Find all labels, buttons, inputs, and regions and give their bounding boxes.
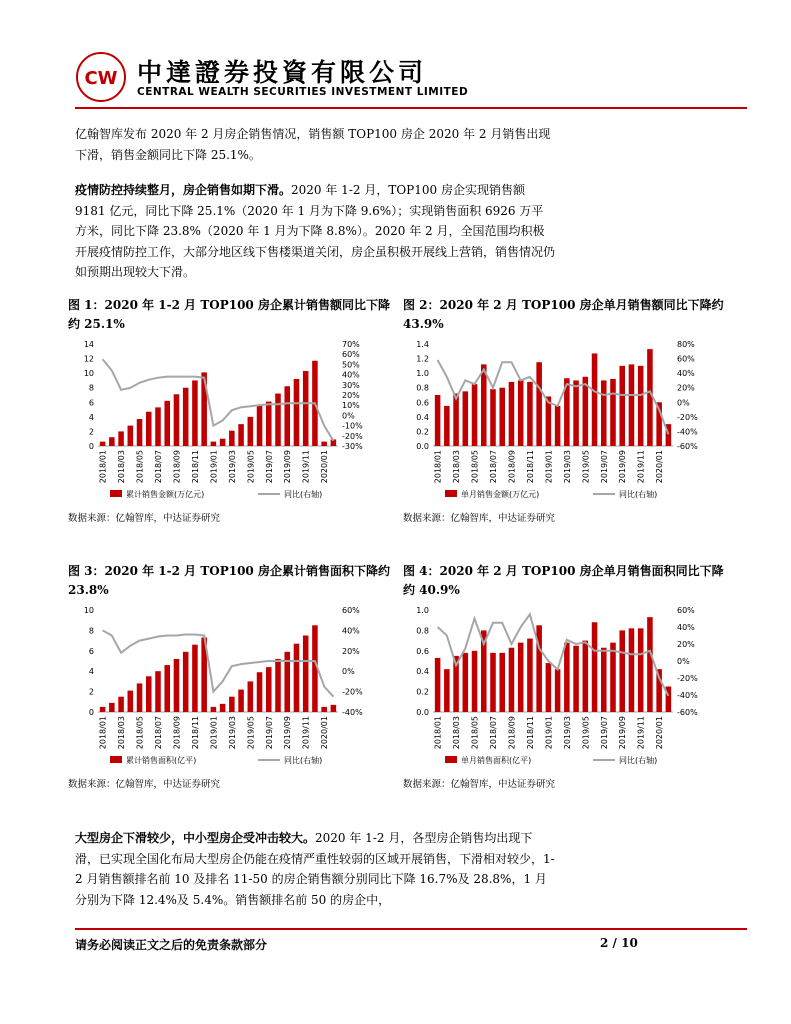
logo-text: CW [84, 68, 118, 89]
bar [509, 648, 515, 712]
bar [321, 442, 327, 446]
x-tick-label: 2018/01 [433, 450, 443, 484]
y-right-tick-label: 20% [677, 640, 695, 649]
y-left-tick-label: 8 [88, 626, 94, 636]
y-right-tick-label: 0% [342, 411, 355, 421]
bar [647, 349, 653, 446]
bar [555, 406, 561, 446]
y-right-tick-label: -40% [342, 708, 363, 717]
x-tick-label: 2018/07 [489, 716, 498, 750]
bar [546, 663, 552, 712]
bar [155, 671, 161, 712]
y-left-tick-label: 0.8 [416, 626, 429, 636]
bar [248, 681, 254, 712]
bar [583, 377, 589, 446]
x-tick-label: 2018/03 [117, 716, 127, 750]
x-tick-label: 2019/07 [599, 450, 609, 484]
bar [629, 364, 635, 446]
x-tick-label: 2020/01 [655, 450, 665, 484]
y-left-tick-label: 0.0 [416, 708, 429, 717]
bar [610, 643, 616, 712]
paragraph-overview-heading: 疫情防控持续整月，房企销售如期下滑。 [75, 183, 292, 197]
y-left-tick-label: 1.2 [416, 354, 429, 364]
x-tick-label: 2019/07 [264, 450, 274, 484]
paragraph-overview-text: 2020 年 1-2 月，TOP100 房企实现销售额 9181 亿元，同比下降 25.1%（2020 年 1 月为下降 9.6%）；实现销售面积 6926 万平方米，同比下降 23.8%（2020 年 1 月为下降 8.8%）。2020 年 2 月，全国范围均积极开展疫情防控工作，大部分地区线下售楼渠道关闭，房企虽积极开展线上营销，销售情况仍如预期出现较大下滑。 [75, 183, 556, 279]
y-left-tick-label: 10 [83, 606, 94, 615]
y-right-tick-label: -10% [342, 421, 363, 431]
bar [490, 389, 496, 446]
figure-1-title: 图 1：2020 年 1-2 月 TOP100 房企累计销售额同比下降约 25.1% [68, 298, 390, 331]
x-tick-label: 2019/05 [581, 716, 591, 750]
x-tick-label: 2019/01 [544, 450, 554, 484]
x-tick-label: 2019/11 [636, 716, 646, 750]
bar [435, 658, 441, 712]
bar [211, 707, 217, 712]
bar [192, 645, 198, 712]
y-right-tick-label: 50% [342, 360, 360, 370]
bar [284, 386, 290, 446]
x-tick-label: 2018/11 [525, 450, 535, 484]
y-right-tick-label: 20% [342, 646, 360, 656]
bar [472, 651, 478, 712]
y-left-tick-label: 14 [83, 340, 94, 349]
x-tick-label: 2018/01 [98, 450, 108, 484]
bar [118, 697, 124, 712]
bar [601, 648, 607, 712]
x-tick-label: 2018/05 [135, 450, 145, 484]
x-tick-label: 2019/09 [618, 450, 628, 484]
x-tick-label: 2018/09 [172, 716, 182, 750]
figure-1-source: 数据来源：亿翰智库，中达证券研究 [68, 513, 221, 524]
legend-bar-swatch [445, 490, 457, 497]
bar [583, 641, 589, 712]
bar [536, 362, 542, 446]
bar [229, 431, 235, 446]
figure-4-title: 图 4：2020 年 2 月 TOP100 房企单月销售面积同比下降约 40.9% [403, 564, 724, 597]
y-left-tick-label: 0 [88, 708, 94, 717]
x-tick-label: 2018/09 [507, 450, 517, 484]
bar [220, 704, 226, 712]
x-tick-label: 2019/03 [562, 450, 572, 484]
bar [619, 630, 625, 712]
footer-disclaimer: 请务必阅读正文之后的免责条款部分 [75, 938, 268, 952]
bar [164, 401, 170, 446]
y-left-tick-label: 4 [88, 412, 94, 422]
x-tick-label: 2018/03 [117, 450, 127, 484]
y-right-tick-label: 0% [342, 667, 355, 677]
y-right-tick-label: 20% [677, 383, 695, 393]
y-right-tick-label: -20% [677, 412, 698, 422]
legend-line-label: 同比(右轴) [619, 490, 658, 499]
legend-bar-label: 累计销售面积(亿平) [126, 756, 197, 765]
bar [238, 424, 244, 446]
bar [444, 406, 450, 446]
x-tick-label: 2020/01 [320, 450, 330, 484]
bar [518, 643, 524, 712]
bar [118, 431, 124, 446]
bar [638, 366, 644, 446]
y-right-tick-label: 80% [677, 340, 695, 349]
bar [527, 639, 533, 712]
figure-3-source: 数据来源：亿翰智库，中达证券研究 [68, 779, 221, 790]
y-left-tick-label: 2 [88, 687, 94, 697]
x-tick-label: 2018/01 [98, 716, 108, 750]
x-tick-label: 2019/07 [599, 716, 609, 750]
x-tick-label: 2019/01 [209, 716, 219, 750]
bar [509, 382, 515, 446]
x-tick-label: 2019/11 [301, 716, 311, 750]
figure-3-chart [68, 600, 388, 772]
bar [257, 672, 263, 712]
y-right-tick-label: 70% [342, 340, 360, 349]
figure-2-title: 图 2：2020 年 2 月 TOP100 房企单月销售额同比下降约 43.9% [403, 298, 724, 331]
company-name-cn: 中達證券投資有限公司 [137, 58, 428, 87]
bar [638, 628, 644, 712]
bar [211, 442, 217, 446]
bar [472, 384, 478, 446]
y-right-tick-label: 60% [677, 354, 695, 364]
y-right-tick-label: -20% [677, 674, 698, 683]
x-tick-label: 2018/01 [433, 716, 443, 750]
bar [444, 669, 450, 712]
bar [220, 439, 226, 446]
company-name-en: CENTRAL WEALTH SECURITIES INVESTMENT LIMITED [137, 86, 469, 98]
y-left-tick-label: 10 [83, 369, 94, 379]
legend-bar-label: 单月销售面积(亿平) [461, 756, 532, 765]
y-left-tick-label: 8 [88, 383, 94, 393]
y-left-tick-label: 4 [88, 667, 94, 677]
y-left-tick-label: 6 [88, 646, 94, 656]
y-right-tick-label: 10% [342, 401, 360, 411]
y-right-tick-label: -20% [342, 687, 363, 697]
y-right-tick-label: 0% [677, 398, 690, 408]
x-tick-label: 2019/07 [264, 716, 274, 750]
y-right-tick-label: 60% [342, 350, 360, 360]
page-header [75, 45, 745, 105]
y-left-tick-label: 1.0 [416, 606, 429, 615]
figure-3-title: 图 3：2020 年 1-2 月 TOP100 房企累计销售面积下降约 23.8% [68, 564, 390, 597]
y-left-tick-label: 1.0 [416, 369, 429, 379]
bar [257, 406, 263, 446]
x-tick-label: 2019/11 [636, 450, 646, 484]
bar [321, 707, 327, 712]
y-right-tick-label: -30% [342, 442, 363, 451]
header-divider [75, 107, 747, 109]
y-right-tick-label: 60% [677, 606, 695, 615]
bar [155, 407, 161, 446]
bar [294, 379, 300, 446]
y-right-tick-label: -60% [677, 708, 698, 717]
bar [174, 394, 180, 446]
y-left-tick-label: 0 [88, 442, 94, 451]
x-tick-label: 2018/11 [190, 716, 200, 750]
x-tick-label: 2018/09 [172, 450, 182, 484]
bar [275, 394, 281, 446]
bar [174, 659, 180, 712]
y-right-tick-label: -40% [677, 427, 698, 437]
x-tick-label: 2019/09 [283, 716, 293, 750]
x-tick-label: 2018/03 [452, 716, 462, 750]
x-tick-label: 2019/05 [581, 450, 591, 484]
y-right-tick-label: 40% [342, 626, 360, 636]
x-tick-label: 2019/09 [618, 716, 628, 750]
y-left-tick-label: 0.0 [416, 442, 429, 451]
bar [435, 395, 441, 446]
figure-4 [403, 562, 733, 790]
x-tick-label: 2019/03 [227, 450, 237, 484]
y-left-tick-label: 0.2 [416, 427, 429, 437]
bar [463, 391, 469, 446]
bar [229, 697, 235, 712]
legend-bar-swatch [445, 756, 457, 763]
y-right-tick-label: 40% [342, 370, 360, 380]
bar [527, 382, 533, 446]
x-tick-label: 2019/05 [246, 450, 256, 484]
bar [303, 371, 309, 446]
x-tick-label: 2019/03 [227, 716, 237, 750]
bar [294, 644, 300, 712]
y-left-tick-label: 1.4 [416, 340, 429, 349]
bar [453, 394, 459, 446]
x-tick-label: 2018/07 [154, 716, 163, 750]
bar [146, 676, 152, 712]
legend-bar-label: 单月销售金额(万亿元) [461, 490, 540, 499]
legend-line-label: 同比(右轴) [284, 490, 323, 499]
y-right-tick-label: 20% [342, 391, 360, 400]
bar [592, 622, 598, 712]
bar [109, 703, 115, 712]
y-left-tick-label: 0.6 [416, 646, 429, 656]
y-right-tick-label: 40% [677, 623, 695, 632]
figure-1-chart [68, 334, 388, 506]
figure-4-source: 数据来源：亿翰智库，中达证券研究 [403, 779, 556, 790]
bar [499, 653, 505, 712]
x-tick-label: 2019/03 [562, 716, 572, 750]
y-right-tick-label: -40% [677, 691, 698, 700]
x-tick-label: 2018/05 [470, 716, 480, 750]
y-left-tick-label: 0.4 [416, 412, 429, 422]
x-tick-label: 2018/11 [525, 716, 535, 750]
paragraph-large-firms-text: 2020 年 1-2 月，各型房企销售均出现下滑，已实现全国化布局大型房企仍能在疫情严重性较弱的区域开展销售，下滑相对较少，1-2 月销售额排名前 10 及排名 11-50 的房企销售额分别同比下降 16.7%及 28.8%，1 月分别为下降 12.4%及 5.4%。销售额排名前 50 的房企中， [75, 831, 555, 907]
paragraph-large-firms [75, 828, 555, 910]
x-tick-label: 2019/11 [301, 450, 311, 484]
bar [109, 437, 115, 446]
x-tick-label: 2019/05 [246, 716, 256, 750]
x-tick-label: 2020/01 [655, 716, 665, 750]
x-tick-label: 2020/01 [320, 716, 330, 750]
bar [331, 705, 337, 712]
bar [100, 442, 106, 446]
bar [183, 388, 189, 446]
y-left-tick-label: 0.8 [416, 383, 429, 393]
x-tick-label: 2018/11 [190, 450, 200, 484]
bar [619, 366, 625, 446]
paragraph-overview [75, 180, 555, 283]
bar [629, 628, 635, 712]
figure-2-source: 数据来源：亿翰智库，中达证券研究 [403, 513, 556, 524]
y-left-tick-label: 2 [88, 427, 94, 437]
bar [128, 691, 134, 712]
x-tick-label: 2018/05 [470, 450, 480, 484]
x-tick-label: 2018/07 [489, 450, 498, 484]
figure-2 [403, 296, 733, 524]
y-left-tick-label: 0.6 [416, 398, 429, 408]
bar [248, 417, 254, 446]
x-tick-label: 2018/03 [452, 450, 462, 484]
bar [192, 380, 198, 446]
legend-bar-swatch [110, 490, 122, 497]
legend-line-label: 同比(右轴) [619, 756, 658, 765]
bar [499, 388, 505, 446]
legend-line-label: 同比(右轴) [284, 756, 323, 765]
y-left-tick-label: 6 [88, 398, 94, 408]
figure-2-chart [403, 334, 723, 506]
y-right-tick-label: -60% [677, 442, 698, 451]
bar [266, 667, 272, 712]
legend-bar-swatch [110, 756, 122, 763]
bar [146, 412, 152, 446]
footer-divider [75, 928, 747, 930]
y-right-tick-label: 60% [342, 606, 360, 615]
bar [238, 690, 244, 712]
bar [463, 653, 469, 712]
figure-4-chart [403, 600, 723, 772]
y-right-tick-label: -20% [342, 431, 363, 441]
y-left-tick-label: 0.4 [416, 667, 429, 677]
bar [518, 380, 524, 446]
legend-bar-label: 累计销售金额(万亿元) [126, 490, 205, 499]
figure-1 [68, 296, 398, 524]
bar [481, 364, 487, 446]
bar [303, 636, 309, 713]
bar [490, 653, 496, 712]
page-number: 2 / 10 [600, 936, 638, 950]
x-tick-label: 2019/01 [209, 450, 219, 484]
y-right-tick-label: 0% [677, 657, 690, 666]
bar [100, 707, 106, 712]
bar [592, 353, 598, 446]
x-tick-label: 2019/01 [544, 716, 554, 750]
bar [183, 652, 189, 712]
bar [128, 426, 134, 446]
company-logo [75, 51, 127, 103]
y-right-tick-label: 30% [342, 380, 360, 390]
x-tick-label: 2018/07 [154, 450, 163, 484]
x-tick-label: 2018/05 [135, 716, 145, 750]
paragraph-intro: 亿翰智库发布 2020 年 2 月房企销售情况，销售额 TOP100 房企 2020 年 2 月销售出现下滑，销售金额同比下降 25.1%。 [75, 127, 551, 162]
bar [164, 665, 170, 712]
bar [137, 683, 143, 712]
figure-3 [68, 562, 398, 790]
bar [564, 643, 570, 712]
bar [647, 617, 653, 712]
bar [601, 380, 607, 446]
paragraph-large-firms-heading: 大型房企下滑较少，中小型房企受冲击较大。 [75, 831, 316, 845]
bar [610, 379, 616, 446]
bar [573, 380, 579, 446]
y-left-tick-label: 12 [83, 354, 94, 364]
bar [266, 402, 272, 446]
bar [137, 419, 143, 446]
y-left-tick-label: 0.2 [416, 687, 429, 697]
y-right-tick-label: 40% [677, 369, 695, 379]
bar [555, 669, 561, 712]
bar [573, 646, 579, 712]
x-tick-label: 2018/09 [507, 716, 517, 750]
x-tick-label: 2019/09 [283, 450, 293, 484]
bar [275, 659, 281, 712]
